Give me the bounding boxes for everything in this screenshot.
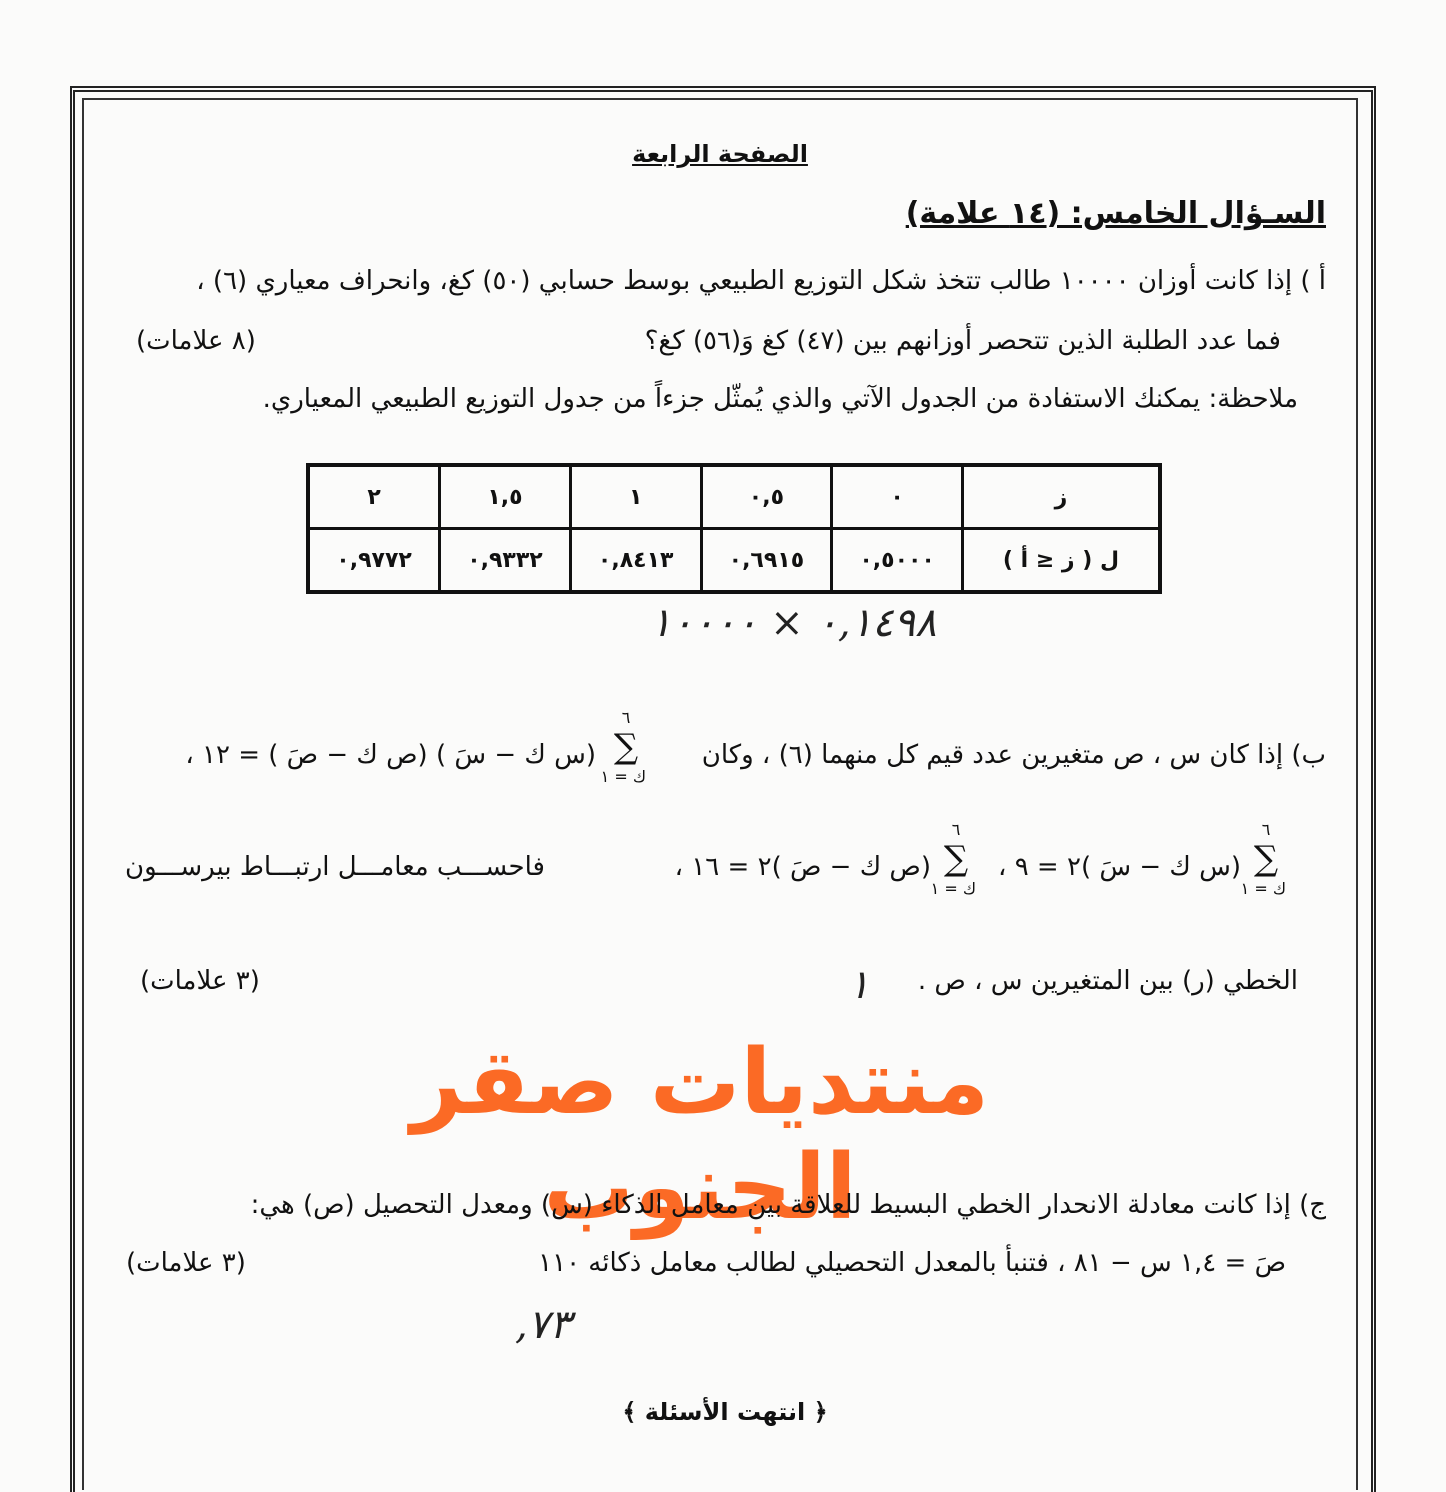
- table-cell: ٠,٨٤١٣: [570, 529, 701, 593]
- sigma-upper-limit: ٦: [951, 820, 961, 839]
- question-title: السـؤال الخامس: (١٤ علامة): [905, 196, 1326, 231]
- page-title: الصفحة الرابعة: [632, 140, 808, 168]
- sigma-3: [930, 820, 976, 898]
- table-cell: ٠,٩٣٣٢: [440, 529, 571, 593]
- part-b-line1: ب) إذا كان س ، ص متغيرين عدد قيم كل منهما (٦) ، وكان: [701, 740, 1326, 770]
- table-cell: ٠,٥٠٠٠: [832, 529, 963, 593]
- sigma-2: [1240, 820, 1286, 898]
- part-b-line2-text: فاحســـب معامـــل ارتبـــاط بيرســـون: [125, 852, 545, 882]
- sigma-symbol: ∑: [1253, 839, 1279, 879]
- end-of-questions: ﴿ انتهت الأسئلة ﴾: [622, 1398, 828, 1426]
- sigma-lower-limit: ك = ١: [1240, 879, 1286, 898]
- sigma-1: [600, 708, 646, 786]
- part-c-line1: ج) إذا كانت معادلة الانحدار الخطي البسيط للعلاقة بين معامل الذكاء (س) ومعدل التحصيل (ص) هي:: [250, 1190, 1326, 1220]
- sigma-lower-limit: ك = ١: [930, 879, 976, 898]
- table-cell: ز: [962, 465, 1160, 529]
- part-a-line1: أ ) إذا كانت أوزان ١٠٠٠٠ طالب تتخذ شكل التوزيع الطبيعي بوسط حسابي (٥٠) كغ، وانحراف معياري (٦) ،: [196, 266, 1326, 296]
- sigma-lower-limit: ك = ١: [600, 767, 646, 786]
- part-b-expr2: (س ك − سَ )٢ = ٩ ،: [998, 852, 1241, 882]
- table-row: [308, 465, 1160, 529]
- table-cell: ١,٥: [440, 465, 571, 529]
- table-cell: ل ( ز ≤ أ ): [962, 529, 1160, 593]
- table-cell: ٢: [308, 465, 440, 529]
- part-b-marks: (٣ علامات): [140, 966, 260, 996]
- table-cell: ٠,٩٧٧٢: [308, 529, 440, 593]
- sigma-symbol: ∑: [613, 727, 639, 767]
- handwritten-answer-a: ٠,١٤٩٨ × ١٠٠٠٠: [650, 600, 937, 646]
- table-cell: ٠,٥: [701, 465, 832, 529]
- table-cell: ١: [570, 465, 701, 529]
- normal-distribution-table: [306, 463, 1162, 594]
- table-cell: ٠: [832, 465, 963, 529]
- page-border-inner: [82, 98, 1358, 1490]
- watermark-text: منتديات صقر الجنوب: [410, 1030, 990, 1240]
- handwritten-answer-b: ١: [848, 962, 870, 1008]
- sigma-upper-limit: ٦: [1261, 820, 1271, 839]
- part-a-note: ملاحظة: يمكنك الاستفادة من الجدول الآتي والذي يُمثّل جزءاً من جدول التوزيع الطبيعي المعياري.: [262, 384, 1298, 414]
- part-c-marks: (٣ علامات): [126, 1248, 246, 1278]
- part-c-line2: صَ = ١,٤ س − ٨١ ، فتنبأ بالمعدل التحصيلي لطالب معامل ذكائه ١١٠: [538, 1248, 1286, 1278]
- table-cell: ٠,٦٩١٥: [701, 529, 832, 593]
- table-row: [308, 529, 1160, 593]
- part-b-line3: الخطي (ر) بين المتغيرين س ، ص .: [917, 966, 1298, 996]
- sigma-symbol: ∑: [943, 839, 969, 879]
- part-b-expr1: (س ك − سَ ) (ص ك − صَ ) = ١٢ ،: [185, 740, 596, 770]
- part-a-line2: فما عدد الطلبة الذين تتحصر أوزانهم بين (٤٧) كغ وَ(٥٦) كغ؟: [644, 326, 1281, 356]
- part-a-marks: (٨ علامات): [136, 326, 256, 356]
- sigma-upper-limit: ٦: [621, 708, 631, 727]
- handwritten-answer-c: ٧٣,: [515, 1302, 571, 1348]
- part-b-expr3: (ص ك − صَ )٢ = ١٦ ،: [674, 852, 931, 882]
